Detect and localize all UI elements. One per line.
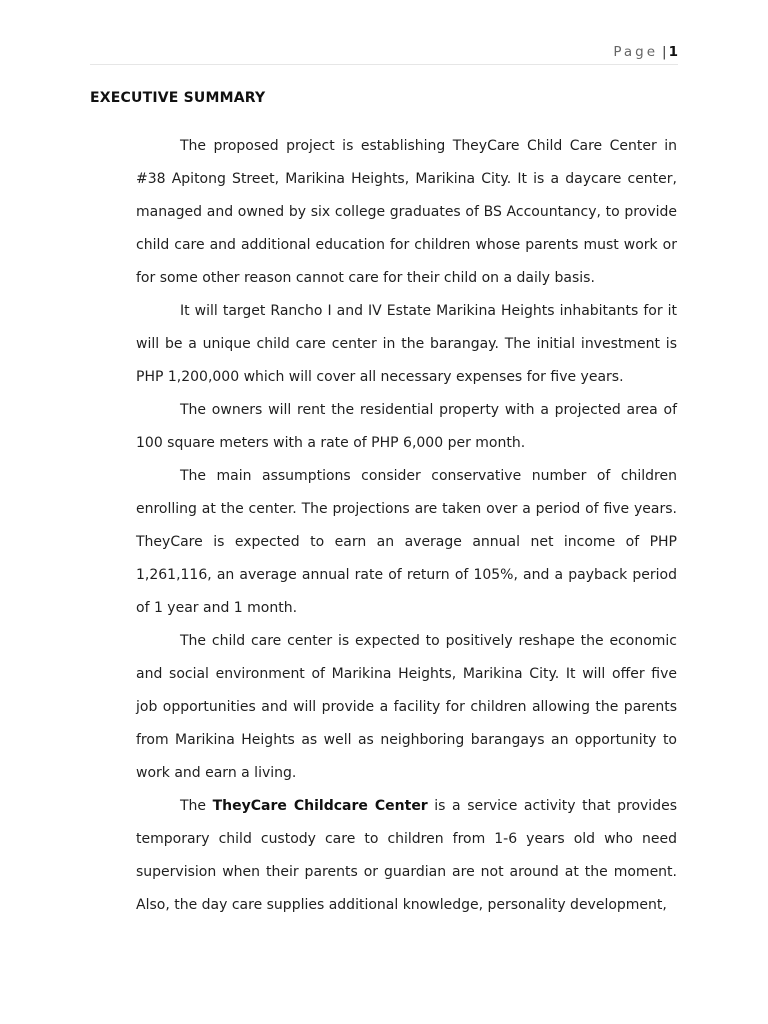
paragraph: The child care center is expected to positively reshape the economic and social environment of Marikina Heights, Marikina City. It will offer five job opportunities and will provide a facility for children allowing the parents from Marikina Heights as well as neighboring barangays an opportunity to work and earn a living. <box>136 633 677 781</box>
header-rule <box>90 64 678 65</box>
paragraph: The proposed project is establishing TheyCare Child Care Center in #38 Apitong Street, Marikina Heights, Marikina City. It is a daycare center, managed and owned by six college graduates of BS Accountancy, to provide child care and additional education for children whose parents must work or for some other reason cannot care for their child on a daily basis. <box>136 138 677 286</box>
section-heading: EXECUTIVE SUMMARY <box>90 90 266 106</box>
page-header <box>90 44 678 60</box>
page-label: Page <box>613 44 659 60</box>
document-body <box>136 130 677 922</box>
paragraph: The main assumptions consider conservative number of children enrolling at the center. The projections are taken over a period of five years. TheyCare is expected to earn an average annual net income of PHP 1,261,116, an average annual rate of return of 105%, and a payback period of 1 year and 1 month. <box>136 468 677 616</box>
center-name-bold: TheyCare Childcare Center <box>212 798 428 814</box>
page-number: 1 <box>668 44 678 60</box>
paragraph-rest: is a service activity that provides temporary child custody care to children from 1-6 years old who need supervision when their parents or guardian are not around at the moment. Also, the day care supplies additional knowledge, personality development, <box>136 798 677 913</box>
paragraph <box>136 790 677 922</box>
paragraph: The owners will rent the residential property with a projected area of 100 square meters with a rate of PHP 6,000 per month. <box>136 402 677 451</box>
paragraph-lead: The <box>180 798 213 814</box>
page-separator: | <box>662 44 667 60</box>
paragraph: It will target Rancho I and IV Estate Marikina Heights inhabitants for it will be a unique child care center in the barangay. The initial investment is PHP 1,200,000 which will cover all necessary expenses for five years. <box>136 303 677 385</box>
